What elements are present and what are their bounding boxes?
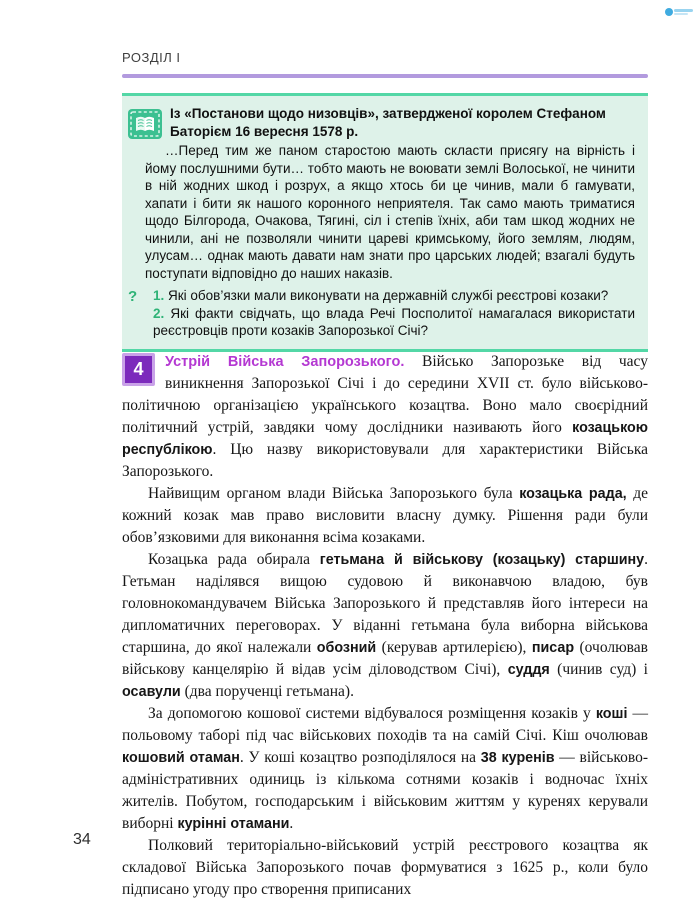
bold-term: козацькою республікою	[122, 420, 648, 458]
paragraph	[122, 549, 648, 703]
text-run: Найвищим органом влади Війська Запорозького була	[148, 485, 520, 502]
text-run: . У коші козацтво розподілялося на	[239, 749, 481, 766]
paragraph	[122, 351, 648, 483]
bold-term: гетьмана й військову (козацьку) старшину	[319, 552, 645, 568]
section-4	[122, 351, 648, 901]
text-run: (чинив суд) і	[549, 661, 648, 678]
text-run: Військо Запорозьке від часу виникнення Запорозької Січі і до середини XVII ст. було військово-політичною організацією українського козацтва. Воно мало своєрідний політичний устрій, завдяки чому дослідники називають його	[122, 353, 648, 436]
text-run: — польовому таборі під час військових походів та на самій Січі. Кіш очолював	[122, 705, 649, 744]
question-number: 1.	[153, 288, 169, 303]
question-list	[153, 287, 635, 340]
text-run: — військово-адміністративних одиниць із кількома сотнями козаків і водночас їхніх жителів. Побутом, господарським і військовим життям у куренях керували виборні	[122, 749, 649, 832]
text-run: .	[289, 815, 294, 832]
question-item	[153, 287, 635, 305]
text-run: За допомогою кошової системи відбувалося розміщення козаків у	[148, 705, 596, 722]
question-mark-icon: ?	[128, 288, 138, 305]
section-number-badge: 4	[122, 353, 155, 386]
question-item	[153, 305, 635, 340]
text-run: Полковий територіально-військовий устрій реєстрового козацтва як складової Війська Запорозького почав формуватися з 1625 р., коли було підписано угоду про створення приписаних	[122, 837, 648, 898]
paragraph	[122, 703, 648, 835]
chapter-divider	[122, 74, 648, 78]
text-run: (керував артилерією),	[376, 639, 532, 656]
bold-term: писар	[531, 640, 575, 656]
question-text: Які факти свідчать, що влада Речі Посполитої намагалася використати реєстровців проти козаків Запорозької Січі?	[153, 305, 635, 338]
text-run: . Гетьман наділявся вищою судовою й виконавчою владою, був головнокомандувачем Війська Запорозького й представляв його інтереси на дипломатичних переговорах. У віданні гетьмана була виборна військова старшина, до якої належали	[122, 551, 648, 656]
questions-block	[128, 287, 635, 340]
paragraph	[122, 483, 648, 549]
bold-term: козацька рада,	[519, 486, 627, 502]
text-run: (два порученці гетьмана).	[180, 683, 354, 700]
bold-term: обозний	[316, 640, 377, 656]
section-title: Устрій Війська Запорозького.	[165, 354, 405, 370]
bold-term: суддя	[507, 662, 550, 678]
source-quote-box	[122, 93, 648, 352]
bold-term: коші	[595, 706, 628, 722]
text-run: . Цю назву використовували для характеристики Війська Запорозького.	[122, 441, 648, 480]
watermark-logo	[664, 4, 694, 22]
page-number: 34	[73, 831, 91, 848]
text-run: (очолював військову канцелярію й відав усім діловодством Січі),	[122, 639, 648, 678]
question-text: Які обов’язки мали виконувати на державній службі реєстрові козаки?	[168, 288, 609, 303]
open-book-icon	[128, 109, 162, 144]
text-run: Козацька рада обирала	[148, 551, 320, 568]
source-body-text: …Перед тим же паном старостою мають скласти присягу на вірність і йому послушними бути… тобто мають не воювати землі Волоської, не чинити в ній жодних шкод і розрух, а якщо хтось би це чинив, мали б гамувати, хапати і бити як нашого коронного неприятеля. Так само мають триматися щодо Білгорода, Очакова, Тягині, сіл і степів їхніх, аби там шкод жодних не чинили, ані не позволяли чинити цареві кримському, його землям, людям, улусам… однак мають давати нам знати про царських людей; взагалі будуть поступати відповідно до наших наказів.	[145, 143, 635, 281]
bold-term: кошовий отаман	[122, 750, 240, 766]
source-title: Із «Постанови щодо низовців», затвердженої королем Стефаном Баторієм 16 вересня 1578 р.	[170, 106, 606, 139]
question-number: 2.	[153, 305, 171, 321]
paragraph	[122, 835, 648, 901]
bold-term: курінні отамани	[177, 816, 290, 832]
text-run: де кожний козак мав право висловити власну думку. Рішення ради були обов’язковими для виконання всіма козаками.	[122, 485, 648, 546]
bold-term: осавули	[122, 684, 181, 700]
bold-term: 38 куренів	[480, 750, 555, 766]
chapter-heading: РОЗДІЛ I	[122, 50, 181, 65]
